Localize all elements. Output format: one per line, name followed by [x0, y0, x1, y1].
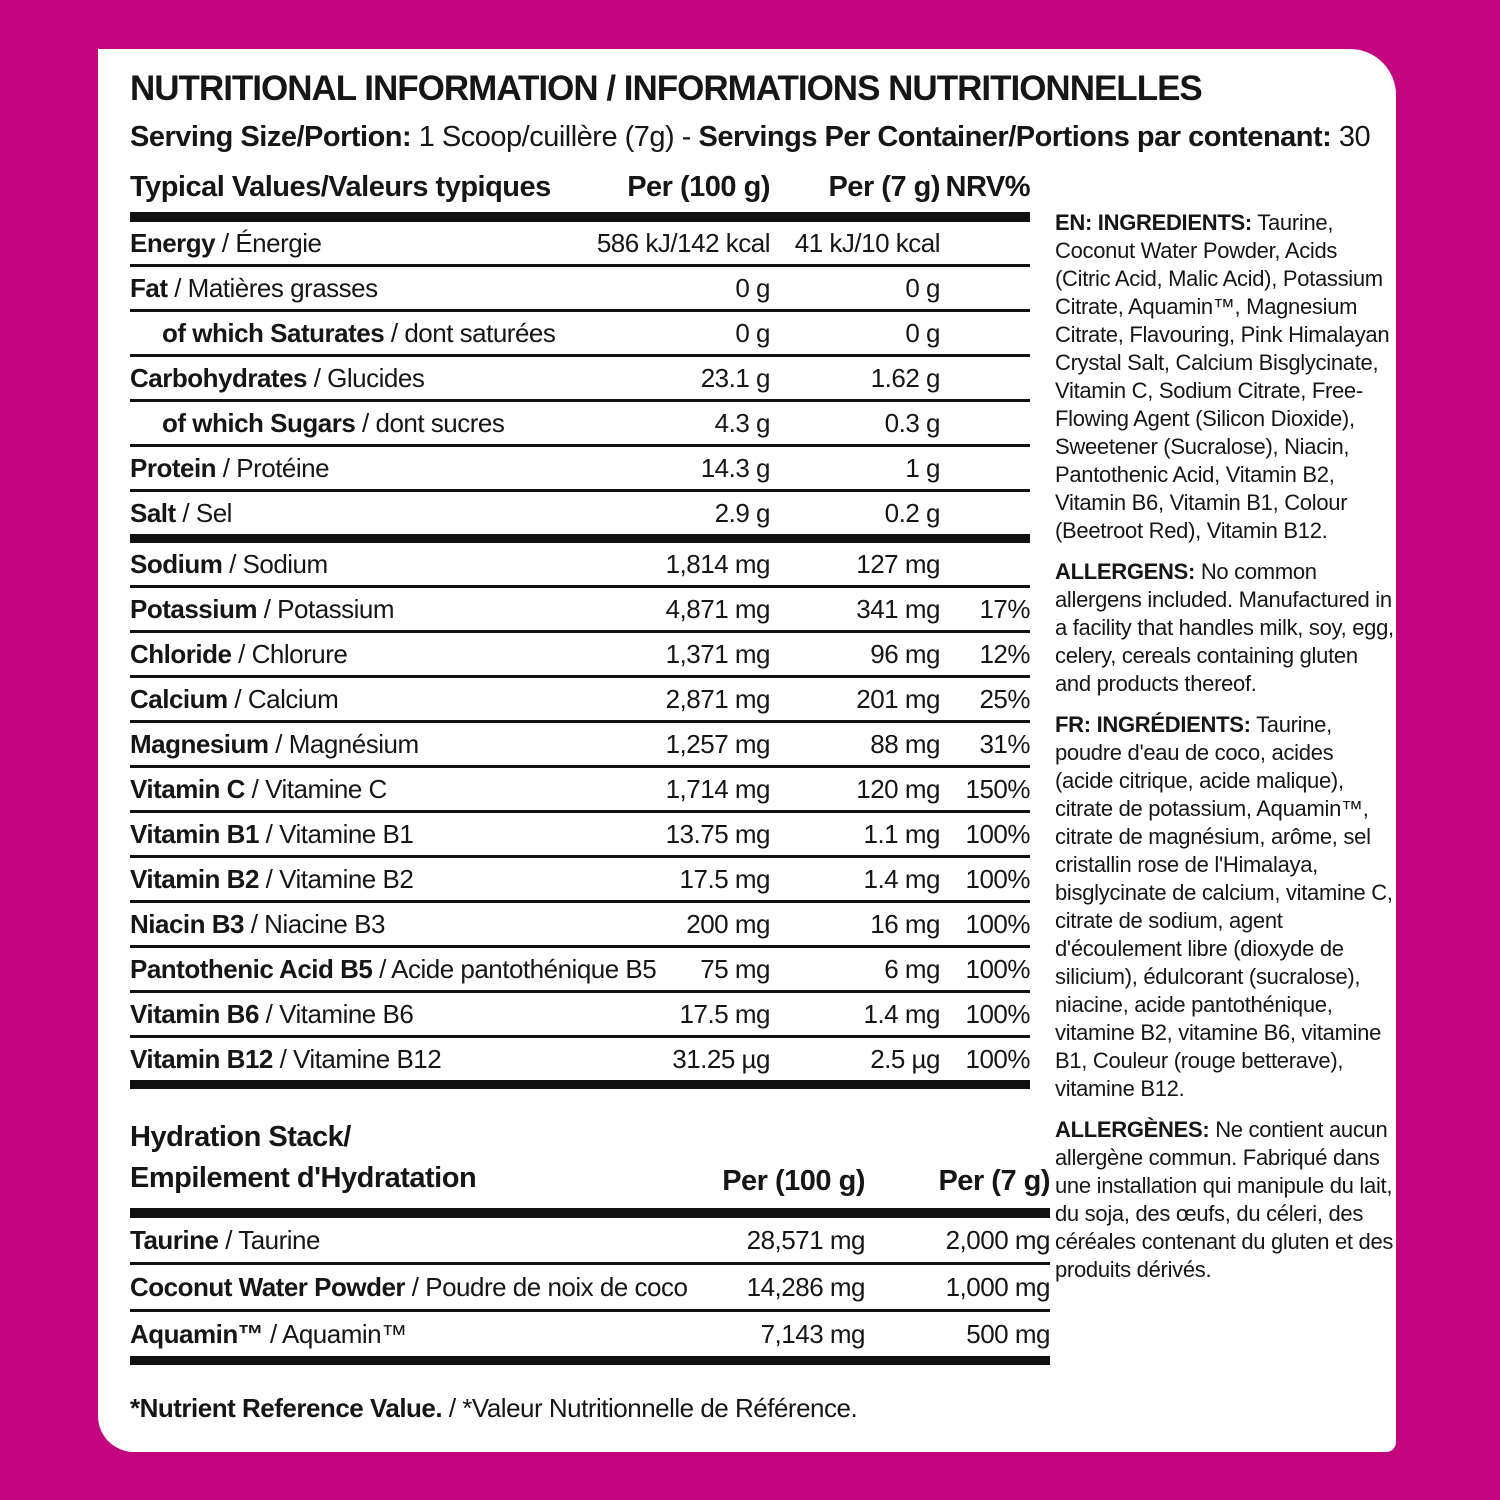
value-per-100g: 0 g [735, 317, 770, 348]
value-per-100g: 1,371 mg [665, 638, 770, 669]
nutrient-name-fr: Magnésium [288, 728, 419, 759]
nutrient-name-fr: Acide pantothénique B5 [391, 953, 657, 984]
value-per-100g: 14.3 g [700, 452, 770, 483]
hydration-value-per-100g: 7,143 mg [760, 1318, 865, 1349]
value-nrv: 17% [979, 593, 1030, 624]
nutrient-name-en: Calcium [130, 683, 228, 714]
nutrient-row [130, 678, 1030, 723]
nutrient-name-fr: Vitamine B1 [279, 818, 414, 849]
nutrient-name-fr: Vitamine B6 [279, 998, 414, 1029]
nutrient-row [130, 858, 1030, 903]
value-per-100g: 75 mg [700, 953, 770, 984]
nutrient-name-fr: Niacine B3 [264, 908, 385, 939]
value-per-100g: 23.1 g [700, 362, 770, 393]
hydration-value-per-100g: 14,286 mg [746, 1271, 865, 1302]
ingredient-section [1055, 558, 1395, 698]
nutrient-row [130, 222, 1030, 267]
value-per-100g: 17.5 mg [679, 863, 770, 894]
nutrient-name-fr: Vitamine B2 [279, 863, 414, 894]
hydration-table-body [130, 1218, 1050, 1365]
serving-size-value: 1 Scoop/cuillère (7g) - [418, 121, 691, 153]
nutrition-table [130, 171, 1030, 1089]
ingredient-section [1055, 711, 1395, 1103]
hydration-table-header [130, 1117, 1050, 1218]
nutrient-name: Protein / Protéine [130, 452, 330, 483]
nutrient-name-fr: Sel [195, 497, 232, 528]
value-per-7g: 1 g [905, 452, 940, 483]
value-per-7g: 1.4 mg [863, 863, 940, 894]
nutrient-row [130, 357, 1030, 402]
value-per-7g: 16 mg [870, 908, 940, 939]
value-nrv: 100% [965, 1043, 1030, 1074]
nutrient-name: Salt / Sel [130, 497, 232, 528]
value-nrv: 31% [979, 728, 1030, 759]
value-nrv: 100% [965, 998, 1030, 1029]
nutrient-name: Vitamin B6 / Vitamine B6 [130, 998, 414, 1029]
hydration-name-en: Coconut Water Powder [130, 1271, 406, 1302]
nutrient-name-en: Vitamin C [130, 773, 245, 804]
nutrient-name-en: Energy [130, 227, 216, 258]
nutrient-name: Fat / Matières grasses [130, 272, 378, 303]
hydration-title [130, 1117, 615, 1198]
hydration-name-fr: Poudre de noix de coco [425, 1271, 688, 1302]
nutrient-row [130, 447, 1030, 492]
nutrient-name-en: Sodium [130, 548, 223, 579]
hydration-value-per-100g: 28,571 mg [746, 1224, 865, 1255]
nutrient-name-en: Fat [130, 272, 168, 303]
value-per-7g: 96 mg [870, 638, 940, 669]
value-per-100g: 1,257 mg [665, 728, 770, 759]
nutrient-name-fr: Vitamine B12 [293, 1043, 442, 1074]
nutrient-name-en: of which Saturates [162, 317, 385, 348]
value-per-7g: 6 mg [884, 953, 940, 984]
nutrition-table-header [130, 171, 1030, 222]
value-per-100g: 1,814 mg [665, 548, 770, 579]
value-per-7g: 41 kJ/10 kcal [794, 227, 940, 258]
nutrient-name: Carbohydrates / Glucides [130, 362, 425, 393]
nutrient-name: Energy / Énergie [130, 227, 322, 258]
nutrient-name-fr: Matières grasses [187, 272, 378, 303]
value-per-7g: 0.3 g [884, 407, 940, 438]
ingredient-section-label: ALLERGENS: [1055, 559, 1196, 584]
value-per-7g: 341 mg [856, 593, 940, 624]
value-per-7g: 127 mg [856, 548, 940, 579]
hydration-ingredient-name: Taurine / Taurine [130, 1224, 320, 1255]
nutrient-name-fr: Protéine [236, 452, 330, 483]
nutrient-row [130, 492, 1030, 543]
hydration-name-fr: Aquamin™ [281, 1318, 407, 1349]
ingredient-section [1055, 209, 1395, 545]
nutrient-name-en: Protein [130, 452, 217, 483]
footnote-fr: / *Valeur Nutritionnelle de Référence. [448, 1393, 858, 1423]
nutrient-name: Vitamin C / Vitamine C [130, 773, 387, 804]
servings-per-container-value: 30 [1338, 121, 1371, 153]
nutrient-name-en: Salt [130, 497, 176, 528]
hydration-ingredient-name: Aquamin™ / Aquamin™ [130, 1318, 407, 1349]
nutrient-row [130, 312, 1030, 357]
hydration-row [130, 1312, 1050, 1365]
nutrient-row [130, 993, 1030, 1038]
ingredient-section-text: Taurine, Coconut Water Powder, Acids (Citric Acid, Malic Acid), Potassium Citrate, Aquamin™, Magnesium Citrate, Flavouring, Pink Himalayan Crystal Salt, Calcium Bisglycinate, Vitamin C, Sodium Citrate, Free-Flowing Agent (Silicon Dioxide), Sweetener (Sucralose), Niacin, Pantothenic Acid, Vitamin B2, Vitamin B6, Vitamin B1, Colour (Beetroot Red), Vitamin B12. [1055, 210, 1390, 543]
nutrient-name-en: Niacin B3 [130, 908, 244, 939]
value-nrv: 100% [965, 953, 1030, 984]
nutrient-name: Calcium / Calcium [130, 683, 339, 714]
nutrient-name: of which Sugars / dont sucres [162, 407, 505, 438]
col-nrv: NRV% [945, 171, 1030, 203]
ingredient-section-text: Ne contient aucun allergène commun. Fabriqué dans une installation qui manipule du lait, du soja, des œufs, du céleri, des céréales contenant du gluten et des produits dérivés. [1055, 1117, 1394, 1282]
hydration-value-per-7g: 500 mg [966, 1318, 1050, 1349]
hydration-value-per-7g: 1,000 mg [945, 1271, 1050, 1302]
nutrient-name-fr: Glucides [327, 362, 425, 393]
value-nrv: 100% [965, 908, 1030, 939]
value-per-7g: 120 mg [856, 773, 940, 804]
nutrient-row [130, 588, 1030, 633]
value-per-7g: 88 mg [870, 728, 940, 759]
value-nrv: 25% [979, 683, 1030, 714]
hydration-ingredient-name: Coconut Water Powder / Poudre de noix de coco [130, 1271, 688, 1302]
ingredient-section-label: EN: INGREDIENTS: [1055, 210, 1252, 235]
hydration-value-per-7g: 2,000 mg [945, 1224, 1050, 1255]
nutrient-row [130, 903, 1030, 948]
nutrient-name: Chloride / Chlorure [130, 638, 348, 669]
nutrient-row [130, 543, 1030, 588]
value-per-7g: 1.4 mg [863, 998, 940, 1029]
hydration-row [130, 1265, 1050, 1312]
col-per-7g: Per (7 g) [828, 171, 940, 203]
nutrient-name-en: Chloride [130, 638, 232, 669]
nutrient-name-en: Magnesium [130, 728, 269, 759]
ingredient-section-text: Taurine, poudre d'eau de coco, acides (acide citrique, acide malique), citrate de potassium, Aquamin™, citrate de magnésium, arôme, sel cristallin rose de l'Himalaya, bisglycinate de calcium, vitamine C, citrate de sodium, agent d'écoulement libre (dioxyde de silicium), édulcorant (sucralose), niacine, acide pantothénique, vitamine B2, vitamine B6, vitamine B1, Couleur (rouge betterave), vitamine B12. [1055, 712, 1393, 1101]
nutrient-name: Magnesium / Magnésium [130, 728, 419, 759]
nutrient-name-fr: Énergie [235, 227, 322, 258]
value-per-100g: 2,871 mg [665, 683, 770, 714]
nutrient-name-fr: Sodium [242, 548, 328, 579]
value-per-100g: 1,714 mg [665, 773, 770, 804]
value-per-100g: 2.9 g [714, 497, 770, 528]
hydration-row [130, 1218, 1050, 1265]
ingredients-panel [1055, 209, 1395, 1297]
value-nrv: 12% [979, 638, 1030, 669]
value-nrv: 100% [965, 818, 1030, 849]
nutrient-name-en: Vitamin B1 [130, 818, 259, 849]
nutrient-name: Niacin B3 / Niacine B3 [130, 908, 385, 939]
nutrient-row [130, 723, 1030, 768]
ingredient-section-label: ALLERGÈNES: [1055, 1117, 1210, 1142]
nutrient-row [130, 768, 1030, 813]
hydration-stack-table [130, 1117, 1050, 1365]
value-per-7g: 0 g [905, 317, 940, 348]
nutrient-name-en: Potassium [130, 593, 257, 624]
value-per-100g: 31.25 µg [672, 1043, 770, 1074]
serving-line [130, 121, 1380, 154]
nutrient-name: of which Saturates / dont saturées [162, 317, 556, 348]
nutrient-name: Vitamin B2 / Vitamine B2 [130, 863, 414, 894]
nutrient-row [130, 633, 1030, 678]
nutrient-row [130, 813, 1030, 858]
hydration-title-en: Hydration Stack/ [130, 1121, 351, 1153]
nutrition-table-body [130, 222, 1030, 1089]
nutrient-name: Potassium / Potassium [130, 593, 395, 624]
ingredient-section [1055, 1116, 1395, 1284]
hydration-title-fr: Empilement d'Hydratation [130, 1161, 477, 1194]
value-per-100g: 200 mg [686, 908, 770, 939]
value-per-100g: 586 kJ/142 kcal [596, 227, 770, 258]
value-per-7g: 1.1 mg [863, 818, 940, 849]
hydration-col-per-7g: Per (7 g) [938, 1165, 1050, 1198]
serving-size-label: Serving Size/Portion: [130, 121, 412, 153]
value-nrv: 100% [965, 863, 1030, 894]
value-per-100g: 4.3 g [714, 407, 770, 438]
ingredient-section-label: FR: INGRÉDIENTS: [1055, 712, 1251, 737]
nutrient-row [130, 402, 1030, 447]
hydration-name-en: Taurine [130, 1224, 219, 1255]
hydration-name-en: Aquamin™ [130, 1318, 264, 1349]
value-per-100g: 0 g [735, 272, 770, 303]
col-typical-values: Typical Values/Valeurs typiques [130, 171, 551, 203]
value-per-7g: 201 mg [856, 683, 940, 714]
value-per-7g: 1.62 g [870, 362, 940, 393]
nutrient-row [130, 1038, 1030, 1089]
footnote-en: *Nutrient Reference Value. [130, 1393, 443, 1423]
nutrient-name: Pantothenic Acid B5 / Acide pantothénique B5 [130, 953, 657, 984]
nutrient-name-fr: Potassium [277, 593, 395, 624]
page-title: NUTRITIONAL INFORMATION / INFORMATIONS NUTRITIONNELLES [130, 69, 1202, 108]
nutrition-label-panel [98, 49, 1396, 1452]
footnote [130, 1393, 1030, 1424]
nutrient-name-fr: Calcium [247, 683, 339, 714]
value-nrv: 150% [965, 773, 1030, 804]
value-per-100g: 17.5 mg [679, 998, 770, 1029]
value-per-100g: 13.75 mg [665, 818, 770, 849]
hydration-col-per-100g: Per (100 g) [722, 1165, 865, 1198]
value-per-100g: 4,871 mg [665, 593, 770, 624]
nutrient-name: Sodium / Sodium [130, 548, 328, 579]
value-per-7g: 0.2 g [884, 497, 940, 528]
nutrient-name-fr: dont saturées [404, 317, 556, 348]
hydration-name-fr: Taurine [238, 1224, 320, 1255]
nutrient-name-en: Pantothenic Acid B5 [130, 953, 373, 984]
value-per-7g: 0 g [905, 272, 940, 303]
ingredient-section-text: No common allergens included. Manufactured in a facility that handles milk, soy, egg, celery, cereals containing gluten and products thereof. [1055, 559, 1394, 696]
nutrient-row [130, 948, 1030, 993]
nutrient-name: Vitamin B1 / Vitamine B1 [130, 818, 414, 849]
nutrient-name-en: Vitamin B12 [130, 1043, 273, 1074]
col-per-100g: Per (100 g) [627, 171, 770, 203]
nutrient-name-en: Carbohydrates [130, 362, 307, 393]
value-per-7g: 2.5 µg [870, 1043, 940, 1074]
nutrient-name-en: of which Sugars [162, 407, 356, 438]
nutrient-name-fr: Chlorure [251, 638, 348, 669]
nutrient-row [130, 267, 1030, 312]
nutrient-name-fr: Vitamine C [265, 773, 387, 804]
nutrient-name: Vitamin B12 / Vitamine B12 [130, 1043, 442, 1074]
nutrient-name-fr: dont sucres [375, 407, 505, 438]
nutrient-name-en: Vitamin B6 [130, 998, 259, 1029]
servings-per-container-label: Servings Per Container/Portions par contenant: [698, 121, 1332, 153]
nutrient-name-en: Vitamin B2 [130, 863, 259, 894]
